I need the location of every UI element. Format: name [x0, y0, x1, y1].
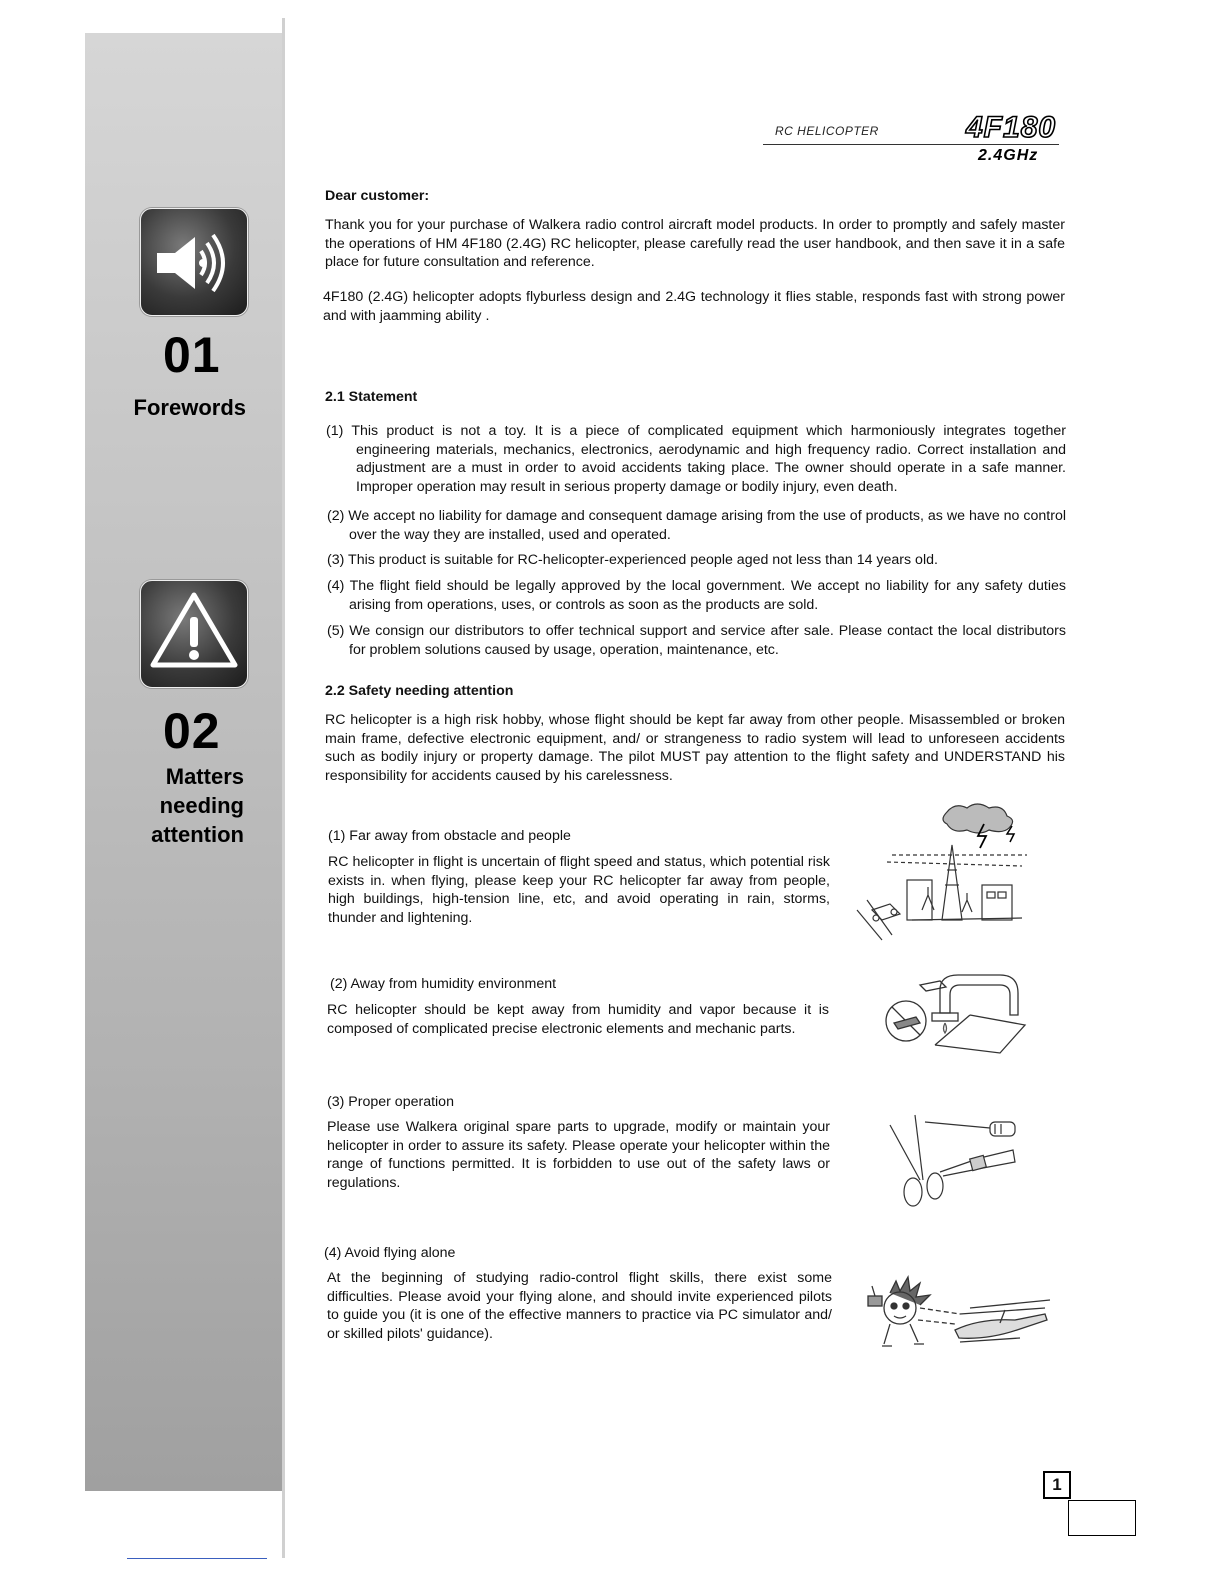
- safety-item-title: (2) Away from humidity environment: [330, 976, 557, 992]
- statement-item: (2) We accept no liability for damage and consequent damage arising from the use of products, as we have no control over the way they are installed, used and operated.: [327, 508, 1066, 543]
- speaker-icon: [140, 208, 248, 316]
- section-label-line: needing: [159, 793, 244, 818]
- model-logo: [964, 107, 1058, 145]
- statement-item: (1) This product is not a toy. It is a piece of complicated equipment which harmoniously integrates together engineering materials, mechanics, electronics, aerodynamic and high frequency radio. Correct installation and adjustment are a must in order to avoid accidents taking place. The owner should operate in a safe manner. Improper operation may result in serious property damage or bodily injury, even death.: [326, 423, 1066, 495]
- safety-item-title: (4) Avoid flying alone: [324, 1245, 456, 1261]
- section-label-line: Matters: [165, 764, 244, 789]
- section-label-line: attention: [151, 822, 244, 847]
- statement-item: (5) We consign our distributors to offer technical support and service after sale. Please contact the local distributors for problem solutions caused by usage, operation, maintenance, etc.: [327, 623, 1066, 658]
- forewords-paragraph: 4F180 (2.4G) helicopter adopts flyburless design and 2.4G technology it flies stable, responds fast with strong power and with jaamming ability .: [323, 289, 1065, 324]
- safety-item-body: RC helicopter should be kept away from humidity and vapor because it is composed of complicated precise electronic elements and mechanic parts.: [327, 1002, 829, 1037]
- model-logo-text: 4F180: [966, 111, 1057, 144]
- section-label-forewords: [110, 393, 246, 422]
- forewords-paragraph: Thank you for your purchase of Walkera radio control aircraft model products. In order to promptly and safely master the operations of HM 4F180 (2.4G) RC helicopter, please carefully read the user handbook, and then save it in a safe place for future consultation and reference.: [325, 217, 1065, 271]
- safety-heading: 2.2 Safety needing attention: [325, 683, 514, 699]
- pilot-helicopter-illustration: [860, 1268, 1060, 1358]
- frequency-logo: 2.4GHz: [978, 147, 1039, 164]
- section-label-line: Forewords: [133, 395, 246, 420]
- safety-item-body: Please use Walkera original spare parts to upgrade, modify or maintain your helicopter in order to assure its safety. Please operate your helicopter within the range of functions permitted. It is forbidden to use out of the safety laws or regulations.: [327, 1119, 830, 1191]
- safety-item-body: At the beginning of studying radio-control flight skills, there exist some difficulties. Please avoid your flying alone, and should invite experienced pilots to guide you (it is one of the effective manners to practice via PC simulator and/ or skilled pilots' guidance).: [327, 1270, 832, 1342]
- section-number-01: 01: [163, 327, 221, 383]
- greeting: Dear customer:: [325, 188, 430, 204]
- statement-item: (4) The flight field should be legally approved by the local government. We accept no liability for any safety duties arising from operations, uses, or controls as soon as the products are sold.: [327, 578, 1066, 613]
- footer-rule: [127, 1558, 267, 1559]
- obstacle-storm-illustration: [852, 800, 1042, 950]
- safety-item-title: (3) Proper operation: [327, 1094, 454, 1110]
- safety-intro: RC helicopter is a high risk hobby, whose flight should be kept far away from other people. Misassembled or broken main frame, defective electronic equipment, and/ or strangeness to radio system will lead to unforeseen accidents such as bodily injury or property damage. The pilot MUST pay attention to the flight safety and UNDERSTAND his responsibility for accidents caused by his carelessness.: [325, 712, 1065, 784]
- corner-box: [1068, 1500, 1136, 1536]
- faucet-humidity-illustration: [880, 965, 1030, 1060]
- safety-item-title: (1) Far away from obstacle and people: [328, 828, 571, 844]
- statement-item: (3) This product is suitable for RC-helicopter-experienced people aged not less than 14 years old.: [327, 552, 938, 568]
- section-number-02: 02: [163, 703, 221, 759]
- warning-icon: [140, 580, 248, 688]
- page-number: 1: [1043, 1471, 1071, 1499]
- safety-item-body: RC helicopter in flight is uncertain of flight speed and status, which potential risk exists in. when flying, please keep your RC helicopter far away from people, high buildings, high-tension line, etc, and avoid operating in rain, storms, thunder and lightening.: [328, 854, 830, 926]
- sidebar-divider: [282, 18, 285, 1558]
- section-label-matters: [110, 762, 244, 849]
- statement-heading: 2.1 Statement: [325, 389, 418, 405]
- header-brand: RC HELICOPTER: [775, 124, 879, 138]
- tools-scissors-screwdriver-illustration: [885, 1110, 1025, 1210]
